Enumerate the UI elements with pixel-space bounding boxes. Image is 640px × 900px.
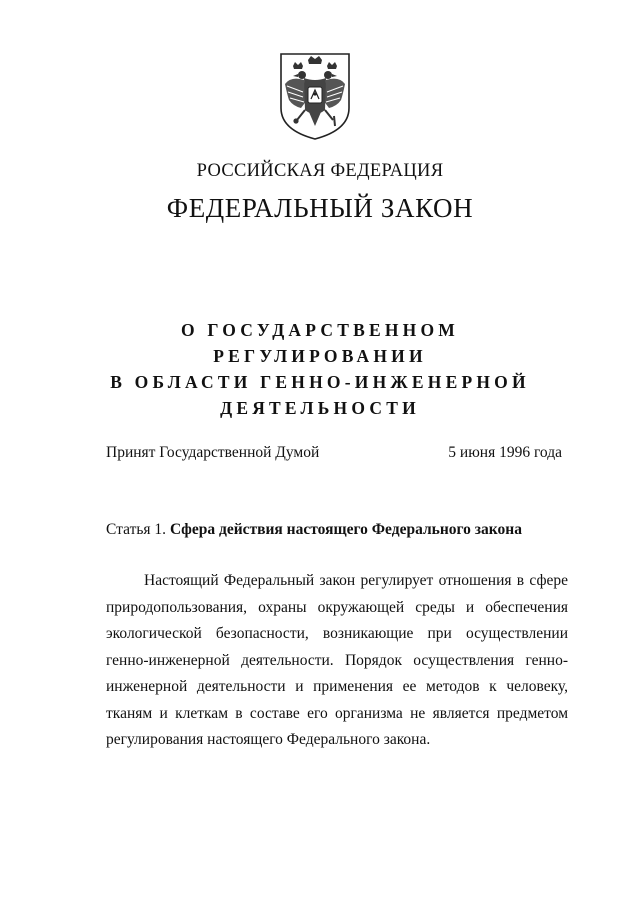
law-title-line: РЕГУЛИРОВАНИИ (213, 346, 427, 366)
article-title: Сфера действия настоящего Федерального закона (169, 521, 522, 538)
article-heading (106, 521, 522, 539)
law-title-line: ДЕЯТЕЛЬНОСТИ (220, 398, 420, 418)
law-title-line: О ГОСУДАРСТВЕННОМ (181, 320, 459, 340)
country-name: РОССИЙСКАЯ ФЕДЕРАЦИЯ (196, 161, 444, 181)
law-type-heading: ФЕДЕРАЛЬНЫЙ ЗАКОН (166, 193, 474, 223)
russian-coat-of-arms-icon (277, 50, 353, 142)
article-body-paragraph: Настоящий Федеральный закон регулирует отношения в сфере природопользования, охраны окружающей среды и обеспечения экологической безопасности, возникающие при осуществлении генно-инженерной деятельности. Порядок осуществления генно-инженерной деятельности и применения ее методов к человеку, тканям и клеткам в составе его организма не является предметом регулирования настоящего Федерального закона. (106, 572, 568, 748)
article-label: Статья 1. (106, 521, 167, 538)
adopted-by: Принят Государственной Думой (106, 444, 320, 461)
law-title-line: В ОБЛАСТИ ГЕННО-ИНЖЕНЕРНОЙ (110, 372, 530, 392)
adoption-date: 5 июня 1996 года (448, 444, 562, 461)
law-title (0, 317, 640, 421)
